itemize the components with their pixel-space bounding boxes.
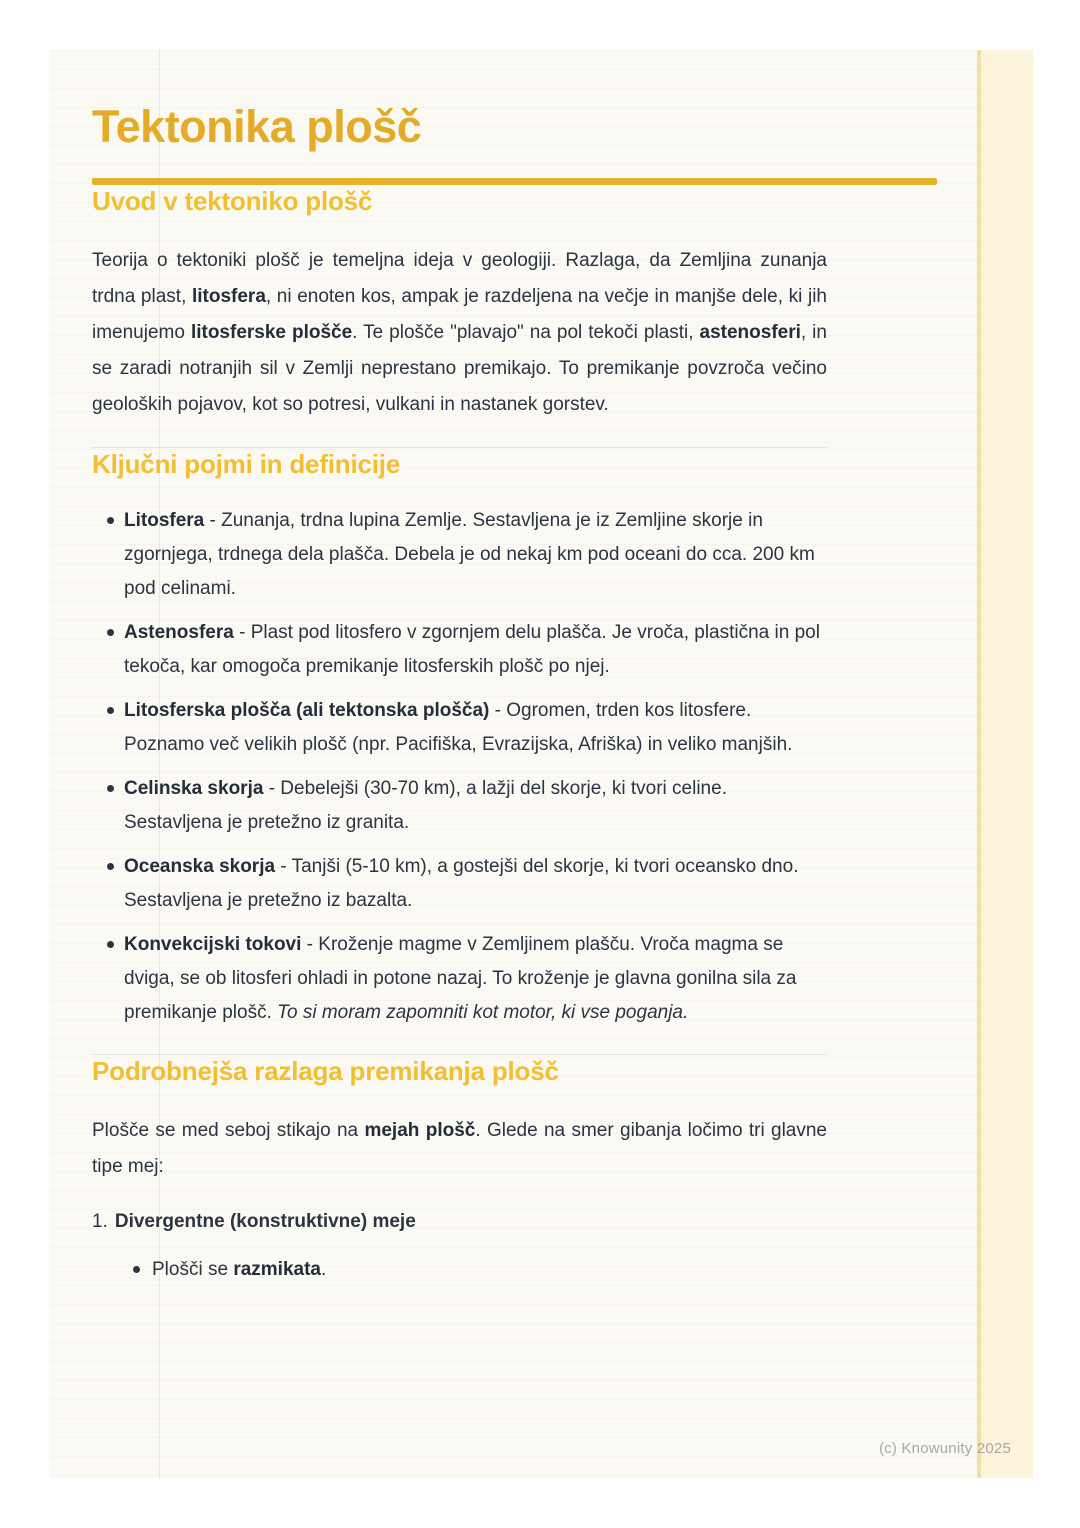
- document-page: [49, 50, 1033, 1478]
- key-term-item: Celinska skorja - Debelejši (30-70 km), a lažji del skorje, ki tvori celine. Sestavljena je pretežno iz granita.: [124, 772, 827, 840]
- key-term-item: Litosfera - Zunanja, trdna lupina Zemlje. Sestavljena je iz Zemljine skorje in zgornjega, trdnega dela plašča. Debela je od nekaj km pod oceani do cca. 200 km pod celinami.: [124, 504, 827, 606]
- watermark: (c) Knowunity 2025: [878, 1440, 1011, 1457]
- sub-bullet-item: Plošči se razmikata.: [152, 1257, 827, 1283]
- document-content: [92, 50, 827, 1283]
- page-title: Tektonika plošč: [92, 101, 422, 152]
- movement-paragraph: Plošče se med seboj stikajo na mejah plošč. Glede na smer gibanja ločimo tri glavne tipe mej:: [92, 1120, 827, 1177]
- key-term-item: Konvekcijski tokovi - Kroženje magme v Zemljinem plašču. Vroča magma se dviga, se ob litosferi ohladi in potone nazaj. To kroženje je glavna gonilna sila za premikanje plošč. To si moram zapomniti kot motor, ki vse poganja.: [124, 928, 827, 1030]
- accent-band: [977, 50, 1033, 1478]
- intro-paragraph: Teorija o tektoniki plošč je temeljna ideja v geologiji. Razlaga, da Zemljina zunanja trdna plast, litosfera, ni enoten kos, ampak je razdeljena na večje in manjše dele, ki jih imenujemo litosferske plošče. Te plošče "plavajo" na pol tekoči plasti, astenosferi, in se zaradi notranjih sil v Zemlji neprestano premikajo. To premikanje povzroča večino geoloških pojavov, kot so potresi, vulkani in nastanek gorstev.: [92, 250, 827, 415]
- section-heading-movement: Podrobnejša razlaga premikanja plošč: [92, 1056, 559, 1086]
- title-divider: [92, 178, 937, 185]
- divergent-sub-list: [92, 1257, 827, 1283]
- key-term-item: Oceanska skorja - Tanjši (5-10 km), a gostejši del skorje, ki tvori oceansko dno. Sestavljena je pretežno iz bazalta.: [124, 850, 827, 918]
- numbered-item-divergent: [92, 1209, 827, 1235]
- numbered-item-number: 1.: [92, 1211, 108, 1232]
- section-heading-key-terms: Ključni pojmi in definicije: [92, 449, 401, 479]
- key-terms-list: [92, 504, 827, 1030]
- key-term-item: Astenosfera - Plast pod litosfero v zgornjem delu plašča. Je vroča, plastična in pol tekoča, kar omogoča premikanje litosferskih plošč po njej.: [124, 616, 827, 684]
- numbered-item-label: Divergentne (konstruktivne) meje: [114, 1211, 416, 1232]
- section-heading-intro: Uvod v tektoniko plošč: [92, 186, 373, 216]
- key-term-item: Litosferska plošča (ali tektonska plošča) - Ogromen, trden kos litosfere. Poznamo več velikih plošč (npr. Pacifiška, Evrazijska, Afriška) in veliko manjših.: [124, 694, 827, 762]
